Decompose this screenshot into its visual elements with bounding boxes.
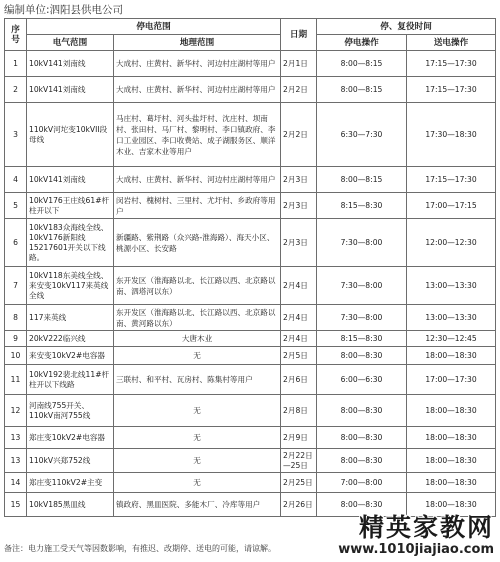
restore-time-cell: 18:00—18:30 (407, 395, 496, 427)
date-cell: 2月4日 (281, 331, 317, 347)
area-cell: 闵岩村、槐树村、三里村、尤圩村、乡政府等用户 (114, 193, 281, 219)
restore-time-cell: 12:30—12:45 (407, 331, 496, 347)
line-cell: 117来英线 (27, 305, 114, 331)
stop-time-cell: 8:00—8:30 (317, 493, 407, 517)
stop-time-cell: 7:30—8:00 (317, 267, 407, 305)
line-range-header: 电气范围 (27, 35, 114, 51)
row-number: 13 (5, 449, 27, 473)
line-cell: 河南线755开关、110kV南河755线 (27, 395, 114, 427)
row-number: 13 (5, 427, 27, 449)
area-cell: 东开发区（淮海路以北、长江路以西、北京路以南、黄河路以东） (114, 305, 281, 331)
area-cell: 三联村、和平村、瓦房村、陈集村等用户 (114, 365, 281, 395)
outage-op-header: 停电操作 (317, 35, 407, 51)
area-cell: 无 (114, 449, 281, 473)
restore-time-cell: 18:00—18:30 (407, 493, 496, 517)
footer-note: 备注：电力施工受天气等因数影响，有推迟、改期停、送电的可能，请谅解。 (4, 544, 276, 553)
date-cell: 2月8日 (281, 395, 317, 427)
restore-time-cell: 18:00—18:30 (407, 347, 496, 365)
area-cell: 无 (114, 427, 281, 449)
table-row (5, 347, 496, 365)
date-cell: 2月3日 (281, 167, 317, 193)
line-cell: 10kV176王庄线61#杆柱开以下 (27, 193, 114, 219)
geo-range-header: 地理范围 (114, 35, 281, 51)
watermark-logo (338, 508, 494, 557)
restore-time-cell: 18:00—18:30 (407, 449, 496, 473)
line-cell: 10kV192裴北线11#杆柱开以下线路 (27, 365, 114, 395)
line-cell: 来安变10kV2#电容器 (27, 347, 114, 365)
row-number: 2 (5, 77, 27, 103)
date-cell: 2月25日 (281, 473, 317, 493)
date-cell: 2月3日 (281, 193, 317, 219)
row-number: 12 (5, 395, 27, 427)
line-cell: 10kV141刘南线 (27, 51, 114, 77)
date-header: 日期 (281, 19, 317, 51)
outage-schedule-table (4, 18, 496, 517)
restore-time-cell: 17:15—17:30 (407, 77, 496, 103)
row-number: 6 (5, 219, 27, 267)
row-number: 15 (5, 493, 27, 517)
row-number: 10 (5, 347, 27, 365)
stop-time-cell: 8:00—8:30 (317, 395, 407, 427)
area-cell: 镇政府、黑皿医院、多能木厂、冷库等用户 (114, 493, 281, 517)
restore-time-cell: 18:00—18:30 (407, 427, 496, 449)
date-cell: 2月9日 (281, 427, 317, 449)
row-number: 8 (5, 305, 27, 331)
line-cell: 110kV河坨变10kVII段母线 (27, 103, 114, 167)
date-cell: 2月26日 (281, 493, 317, 517)
time-group-header: 停、复役时间 (317, 19, 496, 35)
row-number: 1 (5, 51, 27, 77)
line-cell: 10kV141刘南线 (27, 77, 114, 103)
stop-time-cell: 7:30—8:00 (317, 219, 407, 267)
restore-time-cell: 17:15—17:30 (407, 167, 496, 193)
restore-op-header: 送电操作 (407, 35, 496, 51)
area-cell: 无 (114, 473, 281, 493)
stop-time-cell: 8:00—8:30 (317, 449, 407, 473)
stop-time-cell: 8:00—8:15 (317, 167, 407, 193)
row-number: 11 (5, 365, 27, 395)
area-cell: 无 (114, 395, 281, 427)
line-cell: 10kV183众海线全线、10kV176新阳线15217601开关以下线路。 (27, 219, 114, 267)
outage-range-header: 停电范围 (27, 19, 281, 35)
line-cell: 10kV185黑皿线 (27, 493, 114, 517)
table-row (5, 427, 496, 449)
restore-time-cell: 17:00—17:30 (407, 365, 496, 395)
table-row (5, 331, 496, 347)
date-cell: 2月4日 (281, 305, 317, 331)
stop-time-cell: 8:15—8:30 (317, 331, 407, 347)
stop-time-cell: 8:00—8:30 (317, 427, 407, 449)
restore-time-cell: 17:30—18:30 (407, 103, 496, 167)
area-cell: 新疆路、紫荆路（众兴路-淮海路）、海天小区、桃源小区、长安路 (114, 219, 281, 267)
stop-time-cell: 6:00—6:30 (317, 365, 407, 395)
area-cell: 大成村、庄黄村、新华村、河边村庄湖村等用户 (114, 51, 281, 77)
row-number: 5 (5, 193, 27, 219)
stop-time-cell: 7:30—8:00 (317, 305, 407, 331)
watermark-title: 精英家教网 (358, 513, 494, 542)
row-number: 14 (5, 473, 27, 493)
date-cell: 2月22日—25日 (281, 449, 317, 473)
row-number: 4 (5, 167, 27, 193)
line-cell: 郑庄变10kV2#电容器 (27, 427, 114, 449)
table-row (5, 395, 496, 427)
date-cell: 2月2日 (281, 103, 317, 167)
date-cell: 2月6日 (281, 365, 317, 395)
org-line: 编制单位:泗阳县供电公司 (4, 4, 124, 16)
line-cell: 20kV222临兴线 (27, 331, 114, 347)
row-number: 7 (5, 267, 27, 305)
table-row (5, 103, 496, 167)
line-cell: 10kV118东美线全线、来安变10kV117来英线全线 (27, 267, 114, 305)
date-cell: 2月3日 (281, 219, 317, 267)
table-row (5, 473, 496, 493)
stop-time-cell: 8:15—8:30 (317, 193, 407, 219)
table-row (5, 219, 496, 267)
restore-time-cell: 17:15—17:30 (407, 51, 496, 77)
area-cell: 马庄村、葛圩村、河头盐圩村、沈庄村、坝南村、张田村、马厂村、黎明村、李口镇政府、李口工业园区、李口收费站、成子湖服务区、顺洋木业、吉家木业等用户 (114, 103, 281, 167)
stop-time-cell: 8:00—8:15 (317, 77, 407, 103)
stop-time-cell: 8:00—8:15 (317, 51, 407, 77)
area-cell: 东开发区（淮海路以北、长江路以西、北京路以南、泗塔河以东） (114, 267, 281, 305)
table-row (5, 193, 496, 219)
table-row (5, 365, 496, 395)
row-number: 9 (5, 331, 27, 347)
table-row (5, 305, 496, 331)
area-cell: 大成村、庄黄村、新华村、河边村庄湖村等用户 (114, 77, 281, 103)
restore-time-cell: 13:00—13:30 (407, 267, 496, 305)
date-cell: 2月2日 (281, 77, 317, 103)
stop-time-cell: 8:00—8:30 (317, 347, 407, 365)
area-cell: 大唐木业 (114, 331, 281, 347)
restore-time-cell: 12:00—12:30 (407, 219, 496, 267)
date-cell: 2月1日 (281, 51, 317, 77)
table-row (5, 51, 496, 77)
line-cell: 110kV兴郑752线 (27, 449, 114, 473)
watermark-url: www.1010jiajiao.com (338, 542, 494, 557)
seq-header: 序号 (5, 19, 27, 51)
row-number: 3 (5, 103, 27, 167)
restore-time-cell: 18:00—18:30 (407, 473, 496, 493)
line-cell: 10kV141刘南线 (27, 167, 114, 193)
table-row (5, 167, 496, 193)
date-cell: 2月4日 (281, 267, 317, 305)
restore-time-cell: 13:00—13:30 (407, 305, 496, 331)
line-cell: 郑庄变110kV2#主变 (27, 473, 114, 493)
stop-time-cell: 7:00—8:00 (317, 473, 407, 493)
date-cell: 2月5日 (281, 347, 317, 365)
restore-time-cell: 17:00—17:15 (407, 193, 496, 219)
table-row (5, 449, 496, 473)
area-cell: 大成村、庄黄村、新华村、河边村庄湖村等用户 (114, 167, 281, 193)
area-cell: 无 (114, 347, 281, 365)
table-row (5, 77, 496, 103)
table-row (5, 267, 496, 305)
stop-time-cell: 6:30—7:30 (317, 103, 407, 167)
